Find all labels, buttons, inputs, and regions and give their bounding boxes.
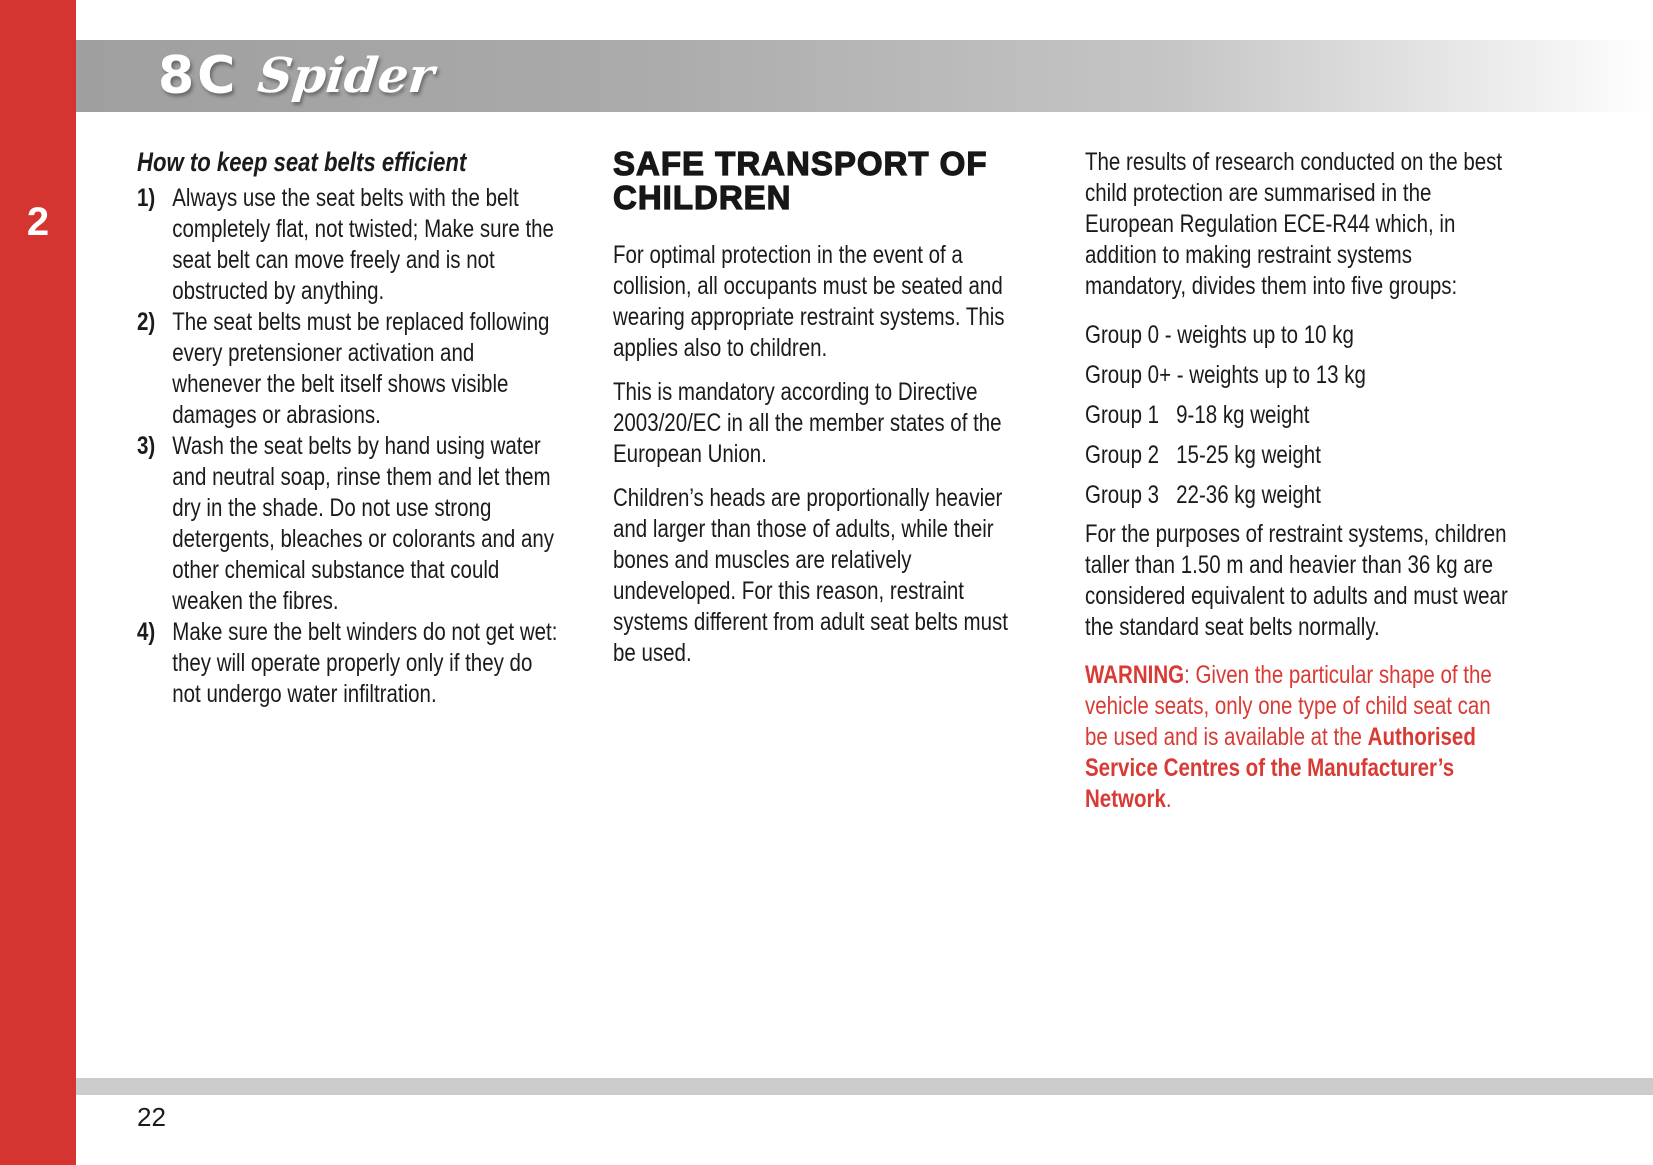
list-item [137, 617, 565, 710]
list-item-number: 2) [137, 308, 156, 336]
group-line: Group 0+ - weights up to 13 kg [1085, 361, 1366, 389]
list-item-text: Wash the seat belts by hand using water and neutral soap, rinse them and let them dry in the shade. Do not use strong detergents, bleaches or colorants and any other chemical substance that could weaken the fibres. [172, 432, 555, 615]
seat-belt-care-list [137, 183, 565, 710]
group-line: Group 0 - weights up to 10 kg [1085, 321, 1354, 349]
warning-label: WARNING [1085, 661, 1185, 689]
list-item-text: Always use the seat belts with the belt completely flat, not twisted; Make sure the seat belt can move freely and is not obstructed by anything. [172, 184, 554, 305]
list-item [137, 183, 565, 307]
restraint-purposes-paragraph: For the purposes of restraint systems, children taller than 1.50 m and heavier than 36 kg are considered equivalent to adults and must wear the standard seat belts normally. [1085, 520, 1508, 641]
group-line: Group 3 22-36 kg weight [1085, 481, 1321, 509]
group-line: Group 1 9-18 kg weight [1085, 401, 1310, 429]
paragraph: Children’s heads are proportionally heavier and larger than those of adults, while their bones and muscles are relatively undeveloped. For this reason, restraint systems different from adult seat belts must be used. [613, 484, 1008, 667]
page-number: 22 [137, 1102, 166, 1132]
list-item [137, 307, 565, 431]
regulation-intro: The results of research conducted on the best child protection are summarised in the European Regulation ECE-R44 which, in addition to making restraint systems mandatory, divides them into five groups: [1085, 148, 1503, 300]
column-child-groups [1085, 147, 1515, 815]
section-title-line2: CHILDREN [613, 179, 792, 216]
warning-bold-text: Authorised Service Centres of the Manufacturer’s Network [1085, 723, 1476, 813]
paragraph: For optimal protection in the event of a collision, all occupants must be seated and wearing appropriate restraint systems. This applies also to children. [613, 241, 1005, 362]
column1-heading: How to keep seat belts efficient [137, 147, 467, 177]
list-item-text: Make sure the belt winders do not get wet: they will operate properly only if they do not undergo water infiltration. [172, 618, 558, 708]
list-item-number: 1) [137, 184, 156, 212]
model-logo [158, 42, 438, 110]
section-title-line1: SAFE TRANSPORT OF [613, 145, 988, 182]
section-spine-bar [0, 0, 76, 1165]
logo-8c-text: 8C [158, 46, 239, 106]
spider-script-logo: Spider [255, 48, 438, 104]
section-number: 2 [26, 200, 50, 244]
warning-text: : Given the particular shape of the vehicle seats, only one type of child seat can be used and is available at the [1085, 661, 1492, 751]
header-band [76, 40, 1653, 112]
column-seat-belt-care [137, 147, 565, 710]
list-item [137, 431, 565, 617]
weight-groups-list [1085, 315, 1515, 515]
warning-period: . [1165, 785, 1172, 813]
paragraph: This is mandatory according to Directive 2003/20/EC in all the member states of the European Union. [613, 378, 1002, 468]
footer-rule [76, 1078, 1653, 1095]
column-safe-transport [613, 147, 1033, 669]
section-title [613, 147, 1033, 215]
warning-paragraph [1085, 660, 1515, 815]
list-item-number: 4) [137, 618, 156, 646]
list-item-number: 3) [137, 432, 156, 460]
group-line: Group 2 15-25 kg weight [1085, 441, 1321, 469]
list-item-text: The seat belts must be replaced following every pretensioner activation and whenever the belt itself shows visible damages or abrasions. [172, 308, 550, 429]
